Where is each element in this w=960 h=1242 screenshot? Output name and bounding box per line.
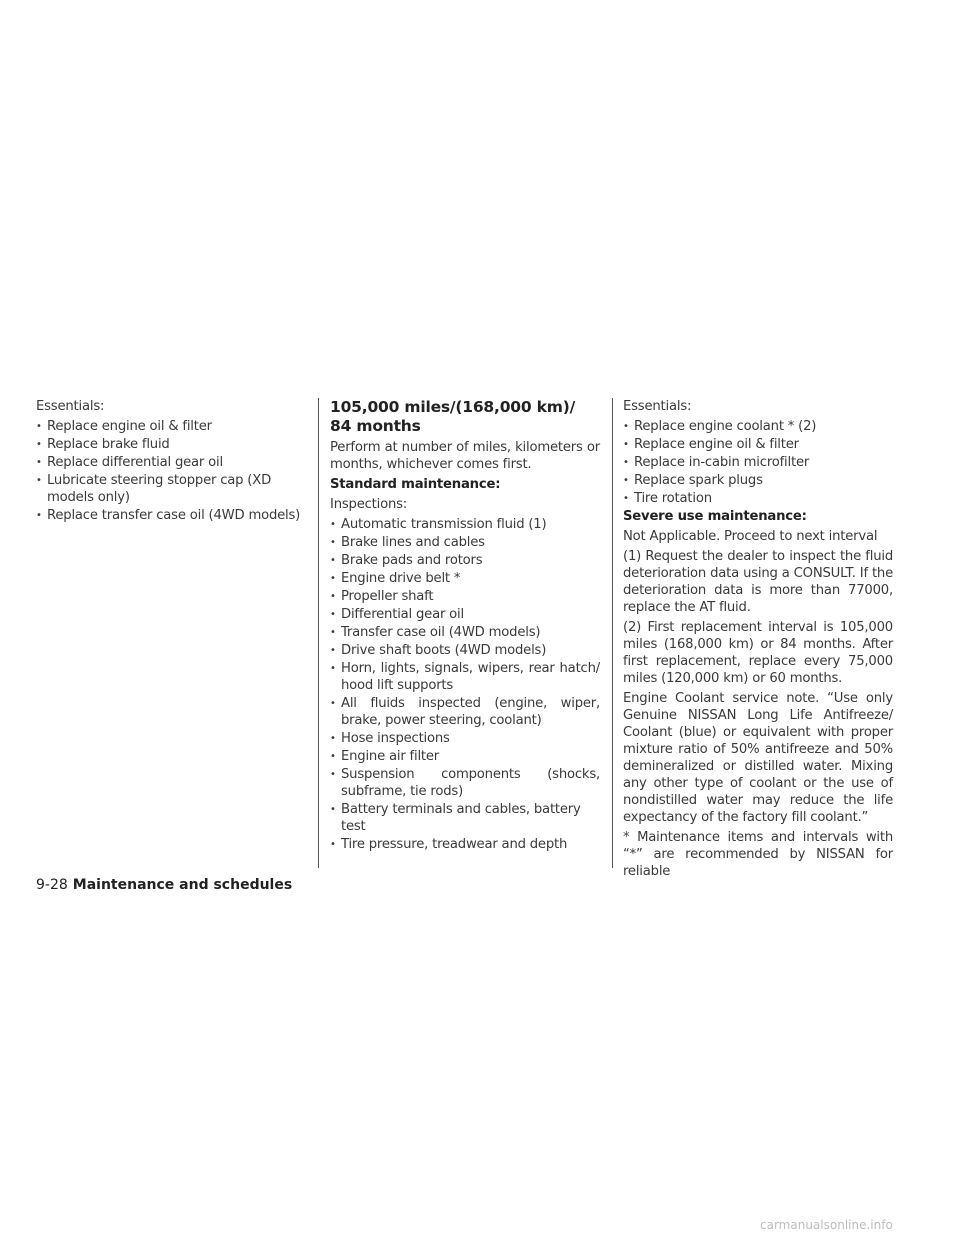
heading-line-1: 105,000 miles/(168,000 km)/	[330, 398, 576, 416]
interval-intro: Perform at number of miles, kilometers or months, whichever comes first.	[330, 440, 600, 472]
severe-maintenance-text: Not Applicable. Proceed to next interval	[623, 529, 878, 544]
list-item: • Replace brake fluid	[36, 436, 306, 453]
list-item: • Propeller shaft	[330, 588, 600, 605]
column-divider	[612, 398, 613, 868]
asterisk-note: * Maintenance items and intervals with “*” are recommended by NISSAN for reliable	[623, 830, 893, 879]
list-item: • Automatic transmission fluid (1)	[330, 516, 600, 533]
severe-maintenance-label: Severe use maintenance:	[623, 509, 807, 524]
list-item: • Replace spark plugs	[623, 472, 893, 489]
page-footer	[36, 876, 292, 894]
standard-maintenance-label: Standard maintenance:	[330, 477, 501, 492]
list-item: • Replace transfer case oil (4WD models)	[36, 507, 306, 524]
footnote-2: (2) First replacement interval is 105,000 miles (168,000 km) or 84 months. After first replacement, replace every 75,000 miles (120,000 km) or 60 months.	[623, 620, 893, 686]
essentials-list	[36, 418, 306, 524]
list-item: • Brake lines and cables	[330, 534, 600, 551]
list-item: • Tire rotation	[623, 490, 893, 507]
list-item: • Drive shaft boots (4WD models)	[330, 642, 600, 659]
list-item: • Replace engine oil & filter	[623, 436, 893, 453]
list-item: • Replace engine coolant * (2)	[623, 418, 893, 435]
site-watermark: carmanualsonline.info	[760, 1218, 893, 1232]
list-item: • All fluids inspected (engine, wiper, brake, power steering, coolant)	[330, 695, 600, 729]
column-left	[36, 398, 306, 525]
list-item: • Replace differential gear oil	[36, 454, 306, 471]
list-item: • Replace engine oil & filter	[36, 418, 306, 435]
heading-line-2: 84 months	[330, 417, 421, 435]
list-item: • Brake pads and rotors	[330, 552, 600, 569]
list-item: • Lubricate steering stopper cap (XD models only)	[36, 472, 306, 506]
essentials-list	[623, 418, 893, 507]
column-right	[623, 398, 893, 883]
list-item: • Battery terminals and cables, battery test	[330, 801, 600, 835]
page-number: 9-28	[36, 877, 68, 893]
chapter-title: Maintenance and schedules	[72, 877, 293, 893]
column-divider	[318, 398, 319, 868]
list-item: • Replace in-cabin microfilter	[623, 454, 893, 471]
essentials-label: Essentials:	[36, 399, 105, 414]
section-heading	[330, 398, 600, 436]
list-item: • Tire pressure, treadwear and depth	[330, 836, 600, 853]
column-middle	[330, 398, 600, 854]
list-item: • Engine air filter	[330, 748, 600, 765]
list-item: • Horn, lights, signals, wipers, rear hatch/ hood lift supports	[330, 660, 600, 694]
footnote-1: (1) Request the dealer to inspect the fluid deterioration data using a CONSULT. If the deterioration data is more than 77000, replace the AT fluid.	[623, 549, 893, 615]
list-item: • Hose inspections	[330, 730, 600, 747]
inspections-label: Inspections:	[330, 497, 408, 512]
list-item: • Engine drive belt *	[330, 570, 600, 587]
list-item: • Suspension components (shocks, subframe, tie rods)	[330, 766, 600, 800]
coolant-service-note: Engine Coolant service note. “Use only Genuine NISSAN Long Life Antifreeze/ Coolant (blue) or equivalent with proper mixture ratio of 50% antifreeze and 50% demineralized or distilled water. Mixing any other type of coolant or the use of nondistilled water may reduce the life expectancy of the factory fill coolant.”	[623, 691, 893, 825]
essentials-label: Essentials:	[623, 399, 692, 414]
inspections-list	[330, 516, 600, 853]
list-item: • Differential gear oil	[330, 606, 600, 623]
list-item: • Transfer case oil (4WD models)	[330, 624, 600, 641]
